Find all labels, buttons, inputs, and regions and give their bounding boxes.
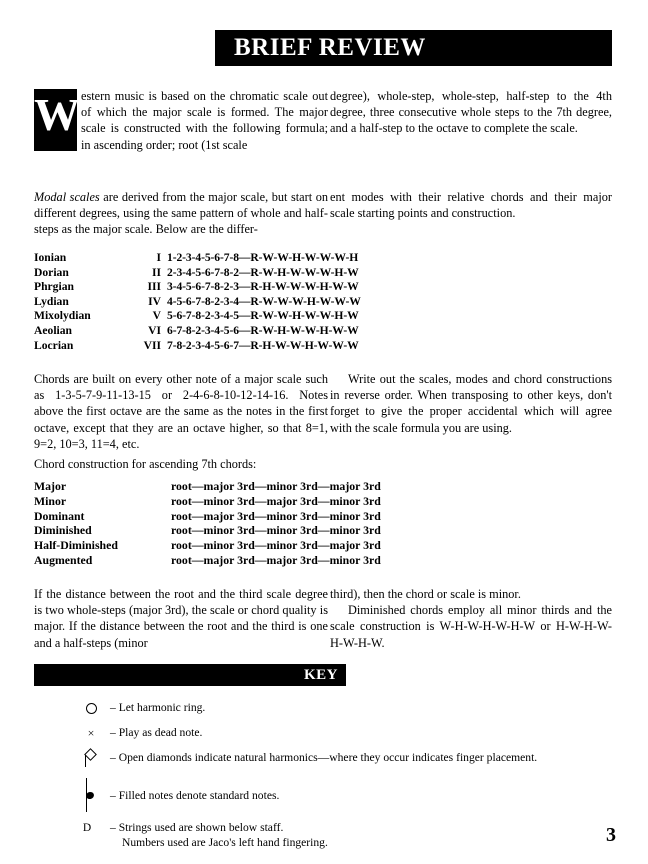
key-item-text bbox=[110, 750, 618, 765]
key-footnote: Numbers used are Jaco's left hand fingering. bbox=[122, 836, 328, 849]
mode-formula: 7-8-2-3-4-5-6-7—R-H-W-W-H-W-W-W bbox=[167, 338, 359, 352]
title-banner bbox=[215, 30, 612, 66]
key-item-text bbox=[110, 725, 618, 740]
key-banner bbox=[34, 664, 346, 686]
table-row bbox=[34, 538, 464, 553]
key-item-label: Strings used are shown below staff. bbox=[118, 821, 284, 834]
page-number: 3 bbox=[606, 824, 616, 846]
table-row bbox=[34, 553, 464, 568]
key-item-dash: – bbox=[110, 821, 116, 834]
key-item-text bbox=[110, 782, 618, 803]
quality-paragraph-left-column bbox=[34, 586, 328, 651]
chords-text-right: Write out the scales, modes and chord constructions in reverse order. When transposing to other keys, don't forget to give the proper accidental which will agree with the scale formula you are using. bbox=[330, 372, 612, 435]
key-legend-list bbox=[78, 700, 618, 855]
list-item bbox=[78, 782, 618, 814]
chord-type-spec: root—major 3rd—minor 3rd—major 3rd bbox=[171, 479, 381, 493]
chord-type-spec: root—minor 3rd—minor 3rd—minor 3rd bbox=[171, 523, 381, 538]
chord-type-spec: root—major 3rd—major 3rd—minor 3rd bbox=[171, 552, 381, 567]
modal-paragraph-right-column bbox=[330, 189, 612, 221]
key-item-label: Let harmonic ring. bbox=[118, 701, 206, 714]
table-row bbox=[34, 309, 364, 324]
modes-table bbox=[34, 251, 364, 353]
chord-type-name: Minor bbox=[34, 493, 67, 508]
mode-name: Mixolydian bbox=[34, 309, 91, 323]
intro-paragraph-left-column bbox=[34, 88, 328, 153]
chords-paragraph-right-column bbox=[330, 371, 612, 436]
table-row bbox=[34, 494, 464, 509]
x-notehead-icon: × bbox=[87, 725, 95, 740]
chord-construction-table bbox=[34, 479, 464, 568]
table-row bbox=[34, 295, 364, 310]
chord-construction-heading: Chord construction for ascending 7th chords: bbox=[34, 457, 257, 471]
chords-text-left: Chords are built on every other note of a major scale such as 1-3-5-7-9-11-13-15 or 2-4-6-8-10-12-14-16. Notes above the first octave are the same as the notes in the first octave, except that they are an octave higher, so that 8=1, 9=2, 10=3, 11=4, etc. bbox=[34, 372, 328, 451]
open-diamond-note-icon bbox=[78, 750, 104, 768]
table-row bbox=[34, 266, 364, 281]
key-item-dash: – bbox=[110, 701, 116, 714]
intro-paragraph-right-column bbox=[330, 88, 612, 137]
table-row bbox=[34, 280, 364, 295]
list-item bbox=[78, 820, 618, 850]
modal-lead-italic: Modal scales bbox=[34, 190, 100, 204]
page-title: BRIEF REVIEW bbox=[234, 34, 426, 61]
mode-formula: 1-2-3-4-5-6-7-8—R-W-W-H-W-W-W-H bbox=[167, 251, 359, 264]
quality-paragraph-right-column bbox=[330, 586, 612, 651]
table-row bbox=[34, 509, 464, 524]
list-item bbox=[78, 725, 618, 745]
modal-text-left: are derived from the major scale, but start on different degrees, using the same pattern of whole and half-steps as the major scale. Below are the differ- bbox=[34, 190, 328, 237]
mode-formula: 5-6-7-8-2-3-4-5—R-W-W-H-W-W-H-W bbox=[167, 309, 359, 323]
intro-text-right: degree), whole-step, whole-step, half-step to the 4th degree, three consecutive whole steps to the 7th degree, and a half-step to the octave to complete the scale. bbox=[330, 89, 612, 136]
mode-formula: 2-3-4-5-6-7-8-2—R-W-H-W-W-W-H-W bbox=[167, 265, 359, 279]
mode-numeral: V bbox=[152, 309, 161, 323]
quality-text-right-second: Diminished chords employ all minor thirds and the scale construction is W-H-W-H-W-H-W or H-W-H-W-H-W-H-W. bbox=[330, 603, 612, 650]
chord-type-spec: root—minor 3rd—major 3rd—minor 3rd bbox=[171, 493, 381, 508]
table-row bbox=[34, 523, 464, 538]
table-row bbox=[34, 339, 364, 354]
list-item bbox=[78, 750, 618, 774]
drop-cap-letter: W bbox=[34, 89, 77, 151]
chord-type-name: Augmented bbox=[34, 552, 93, 567]
key-banner-title: KEY bbox=[303, 667, 338, 683]
key-item-dash: – bbox=[110, 751, 116, 764]
mode-name: Phrgian bbox=[34, 280, 74, 294]
table-row bbox=[34, 324, 364, 339]
mode-numeral: III bbox=[147, 280, 161, 294]
key-item-text bbox=[110, 700, 618, 715]
key-item-label: Open diamonds indicate natural harmonics—where they occur indicates finger placement. bbox=[118, 751, 538, 764]
mode-formula: 3-4-5-6-7-8-2-3—R-H-W-W-W-H-W-W bbox=[167, 280, 359, 294]
list-item bbox=[78, 700, 618, 720]
modal-paragraph-left-column bbox=[34, 189, 328, 238]
quality-text-right-first: third), then the chord or scale is minor. bbox=[330, 587, 521, 601]
quality-text-left: If the distance between the root and the third scale degree is two whole-steps (major 3rd), the scale or chord quality is major. If the distance between the root and the third is one and a half-steps (minor bbox=[34, 587, 328, 650]
table-row bbox=[34, 251, 364, 266]
mode-name: Lydian bbox=[34, 294, 69, 308]
key-item-text bbox=[110, 820, 618, 835]
chords-paragraph-left-column bbox=[34, 371, 328, 452]
chord-type-name: Dominant bbox=[34, 508, 85, 523]
filled-note-icon bbox=[78, 784, 104, 810]
string-letter-d-icon: D bbox=[82, 821, 92, 834]
mode-name: Dorian bbox=[34, 265, 69, 279]
chord-type-name: Half-Diminished bbox=[34, 538, 118, 553]
mode-numeral: I bbox=[156, 251, 161, 264]
mode-name: Aeolian bbox=[34, 323, 73, 337]
intro-text-left: estern music is based on the chromatic scale out of which the major scale is formed. The major scale is constructed with the following formula; in ascending order; root (1st scale bbox=[81, 89, 328, 152]
mode-numeral: VII bbox=[143, 338, 161, 352]
key-item-label: Play as dead note. bbox=[118, 726, 203, 739]
mode-numeral: II bbox=[151, 265, 161, 279]
mode-numeral: IV bbox=[148, 294, 161, 308]
key-item-dash: – bbox=[110, 789, 116, 802]
key-item-label: Filled notes denote standard notes. bbox=[118, 789, 280, 802]
mode-numeral: VI bbox=[148, 323, 161, 337]
chord-type-spec: root—major 3rd—minor 3rd—minor 3rd bbox=[171, 508, 381, 523]
open-circle-notehead-icon bbox=[78, 700, 104, 715]
chord-type-spec: root—minor 3rd—minor 3rd—major 3rd bbox=[171, 538, 381, 553]
key-item-dash: – bbox=[110, 726, 116, 739]
mode-formula: 6-7-8-2-3-4-5-6—R-W-H-W-W-H-W-W bbox=[167, 323, 359, 337]
mode-formula: 4-5-6-7-8-2-3-4—R-W-W-W-H-W-W-W bbox=[167, 294, 361, 308]
chord-type-name: Major bbox=[34, 479, 67, 493]
modal-text-right: ent modes with their relative chords and their major scale starting points and construction. bbox=[330, 190, 612, 221]
chord-type-name: Diminished bbox=[34, 523, 92, 538]
table-row bbox=[34, 479, 464, 494]
mode-name: Ionian bbox=[34, 251, 67, 264]
mode-name: Locrian bbox=[34, 338, 74, 352]
